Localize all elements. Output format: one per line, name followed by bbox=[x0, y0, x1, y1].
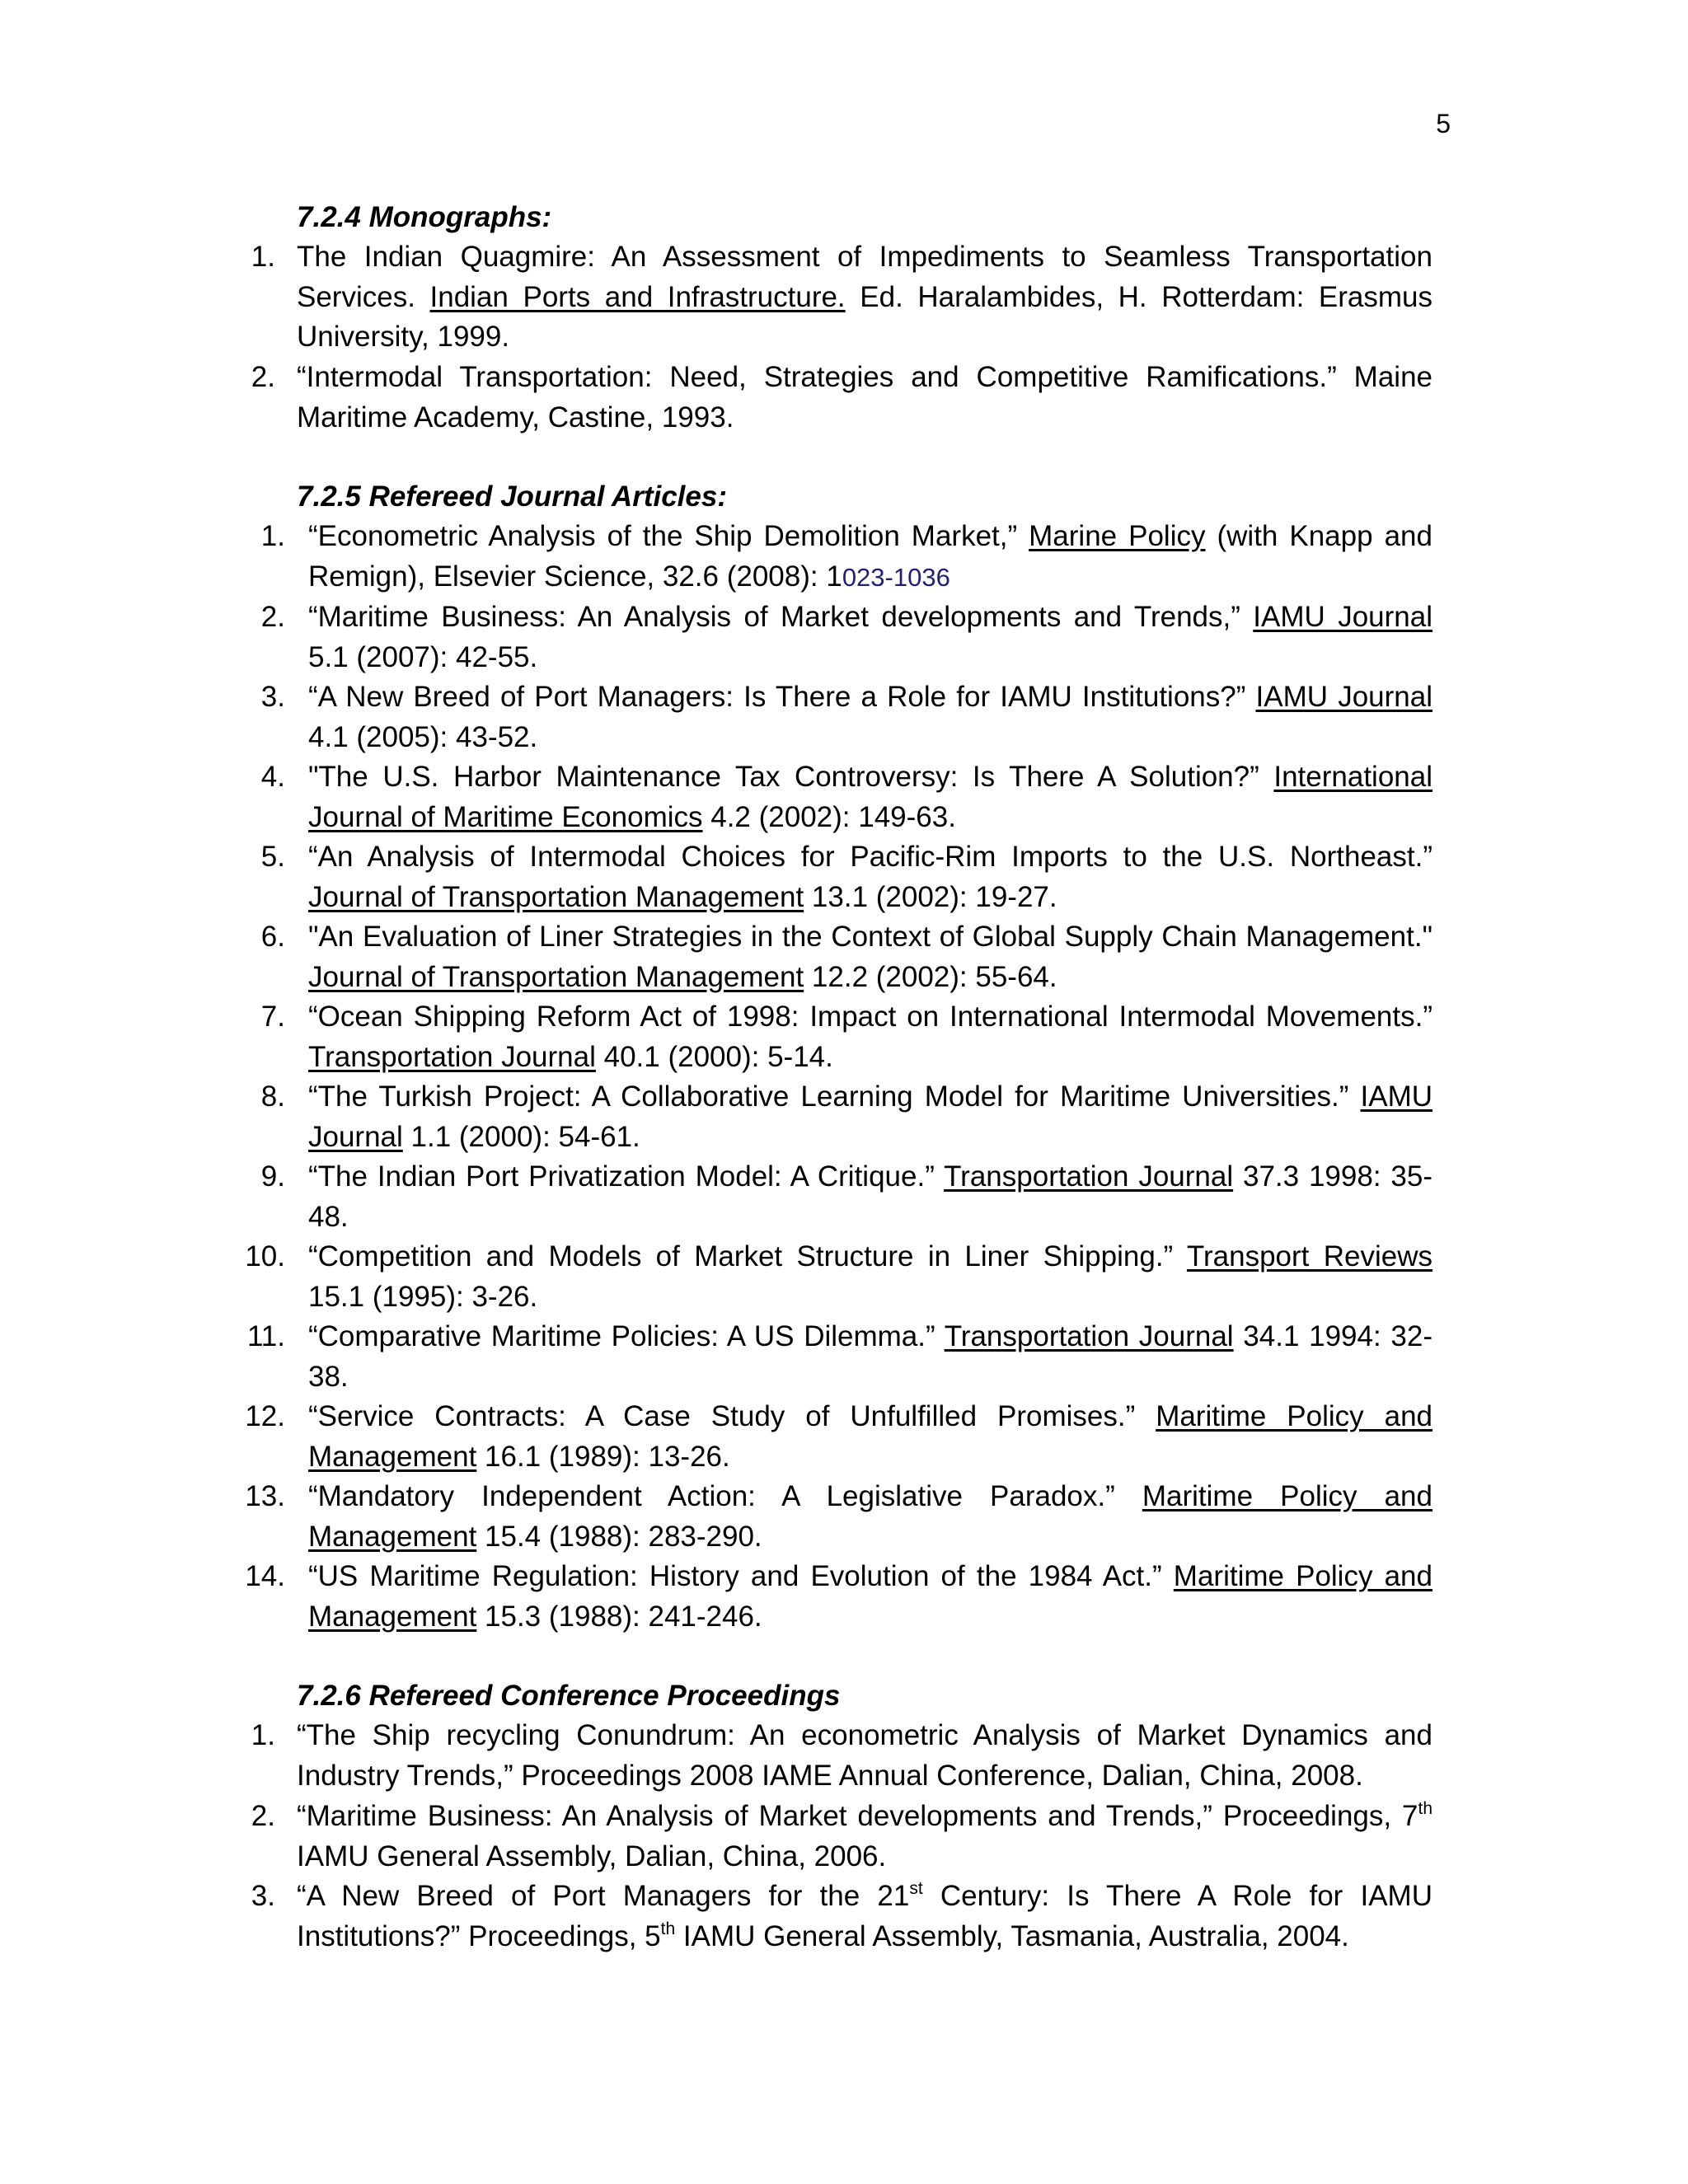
journal-title: Transportation Journal bbox=[944, 1320, 1234, 1352]
ordinal-suffix: th bbox=[660, 1919, 676, 1938]
item-number: 4. bbox=[260, 761, 285, 793]
citation-text: 15.4 (1988): 283-290. bbox=[476, 1520, 762, 1553]
item-text bbox=[308, 837, 1432, 917]
section-heading: 7.2.5 Refereed Journal Articles: bbox=[297, 480, 727, 513]
citation-text: “Mandatory Independent Action: A Legislative Paradox.” bbox=[308, 1480, 1142, 1512]
citation-text: 4.2 (2002): 149-63. bbox=[702, 800, 956, 833]
item-number: 2. bbox=[251, 1800, 275, 1832]
journal-title: Maritime Policy and Management bbox=[308, 1560, 1432, 1633]
citation-text: 12.2 (2002): 55-64. bbox=[804, 960, 1057, 993]
citation-text: “An Analysis of Intermodal Choices for Pacific-Rim Imports to the U.S. Northeast.” bbox=[308, 841, 1432, 873]
journal-title: Transportation Journal bbox=[944, 1160, 1234, 1193]
item-text bbox=[297, 237, 1432, 358]
item-number: 10. bbox=[245, 1240, 285, 1272]
item-text bbox=[308, 1397, 1432, 1477]
item-number: 12. bbox=[245, 1400, 285, 1432]
item-text bbox=[308, 1317, 1432, 1397]
item-number: 1. bbox=[251, 1719, 275, 1751]
citation-text: Century: Is There A Role for IAMU Institutions?” Proceedings, 5 bbox=[297, 1880, 1432, 1952]
citation-text: “Intermodal Transportation: Need, Strategies and Competitive Ramifications.” Maine Maritime Academy, Castine, 1993. bbox=[297, 361, 1432, 434]
item-number: 3. bbox=[251, 1880, 275, 1912]
ordinal-suffix: st bbox=[909, 1879, 923, 1898]
citation-text: “A New Breed of Port Managers for the 21 bbox=[297, 1880, 910, 1912]
item-text bbox=[308, 1477, 1432, 1557]
citation-text: "The U.S. Harbor Maintenance Tax Controversy: Is There A Solution?” bbox=[308, 761, 1274, 793]
item-number: 6. bbox=[260, 921, 285, 953]
citation-text: Ed. Haralambides, H. Rotterdam: Erasmus University, 1999. bbox=[297, 280, 1433, 354]
citation-text: “The Turkish Project: A Collaborative Learning Model for Maritime Universities.” bbox=[308, 1080, 1361, 1113]
item-text bbox=[297, 358, 1432, 438]
item-text bbox=[308, 517, 1432, 598]
citation-text: IAMU General Assembly, Dalian, China, 2006. bbox=[297, 1840, 887, 1872]
item-number: 13. bbox=[245, 1480, 285, 1512]
journal-title: Indian Ports and Infrastructure. bbox=[429, 280, 846, 313]
item-text bbox=[308, 1237, 1432, 1317]
item-text bbox=[308, 1077, 1432, 1157]
citation-text: 34.1 1994: 32-38. bbox=[308, 1320, 1432, 1393]
item-number: 5. bbox=[260, 841, 285, 873]
journal-title: International Journal of Maritime Economics bbox=[308, 761, 1432, 833]
citation-text: “Comparative Maritime Policies: A US Dilemma.” bbox=[308, 1320, 945, 1352]
citation-text: IAMU General Assembly, Tasmania, Australia, 2004. bbox=[675, 1919, 1349, 1952]
item-number: 14. bbox=[245, 1560, 285, 1592]
item-number: 3. bbox=[260, 681, 285, 713]
citation-text: “Econometric Analysis of the Ship Demolition Market,” bbox=[308, 520, 1029, 552]
journal-title: IAMU Journal bbox=[1255, 681, 1432, 713]
item-text bbox=[308, 1557, 1432, 1637]
item-text bbox=[297, 1797, 1432, 1877]
item-number: 2. bbox=[251, 361, 275, 393]
citation-text: 40.1 (2000): 5-14. bbox=[595, 1040, 833, 1073]
item-number: 1. bbox=[251, 241, 275, 273]
citation-text: 5.1 (2007): 42-55. bbox=[308, 640, 538, 673]
citation-text: 37.3 1998: 35-48. bbox=[308, 1160, 1433, 1233]
item-text bbox=[308, 757, 1432, 837]
journal-title: Transport Reviews bbox=[1186, 1240, 1432, 1272]
citation-text: 1.1 (2000): 54-61. bbox=[402, 1120, 640, 1153]
citation-text: 4.1 (2005): 43-52. bbox=[308, 720, 538, 753]
citation-text: “A New Breed of Port Managers: Is There a Role for IAMU Institutions?” bbox=[308, 681, 1256, 713]
item-number: 11. bbox=[246, 1320, 285, 1352]
journal-title: Maritime Policy and Management bbox=[308, 1480, 1432, 1553]
item-number: 8. bbox=[260, 1080, 285, 1113]
item-text bbox=[308, 677, 1432, 757]
journal-title: Journal of Transportation Management bbox=[308, 880, 804, 913]
ordinal-suffix: th bbox=[1418, 1799, 1432, 1818]
item-text bbox=[308, 598, 1432, 677]
item-number: 2. bbox=[260, 601, 285, 633]
citation-text: “Maritime Business: An Analysis of Market developments and Trends,” bbox=[308, 601, 1254, 633]
citation-text: "An Evaluation of Liner Strategies in the Context of Global Supply Chain Management." bbox=[308, 921, 1432, 953]
journal-title: IAMU Journal bbox=[308, 1080, 1432, 1153]
citation-text: “The Ship recycling Conundrum: An econometric Analysis of Market Dynamics and Industry Trends,” Proceedings 2008 IAME Annual Conference, Dalian, China, 2008. bbox=[297, 1719, 1432, 1792]
citation-text: 13.1 (2002): 19-27. bbox=[804, 880, 1057, 913]
citation-text: “Ocean Shipping Reform Act of 1998: Impact on International Intermodal Movements.” bbox=[308, 1001, 1432, 1033]
journal-title: IAMU Journal bbox=[1253, 601, 1432, 633]
item-number: 9. bbox=[260, 1160, 285, 1193]
journal-title: Marine Policy bbox=[1029, 520, 1206, 552]
citation-text: (with Knapp and Remign), Elsevier Science, 32.6 (2008): 1 bbox=[308, 520, 1432, 593]
item-text bbox=[308, 997, 1432, 1077]
journal-title: Maritime Policy and Management bbox=[308, 1400, 1432, 1473]
citation-text: 15.3 (1988): 241-246. bbox=[476, 1600, 762, 1633]
citation-text: “US Maritime Regulation: History and Evolution of the 1984 Act.” bbox=[308, 1560, 1174, 1592]
item-number: 1. bbox=[260, 520, 285, 552]
item-number: 7. bbox=[260, 1001, 285, 1033]
section-heading: 7.2.4 Monographs: bbox=[297, 201, 552, 233]
citation-text: 16.1 (1989): 13-26. bbox=[476, 1440, 730, 1473]
item-text bbox=[297, 1716, 1432, 1796]
item-text bbox=[308, 917, 1432, 997]
page-range: 023-1036 bbox=[842, 562, 950, 592]
item-text bbox=[308, 1157, 1432, 1237]
citation-text: 15.1 (1995): 3-26. bbox=[308, 1280, 538, 1313]
citation-text: “The Indian Port Privatization Model: A Critique.” bbox=[308, 1160, 945, 1193]
section-heading: 7.2.6 Refereed Conference Proceedings bbox=[297, 1680, 841, 1712]
citation-text: “Service Contracts: A Case Study of Unfulfilled Promises.” bbox=[308, 1400, 1156, 1432]
item-text bbox=[297, 1877, 1432, 1957]
citation-text: “Competition and Models of Market Structure in Liner Shipping.” bbox=[308, 1240, 1187, 1272]
citation-text: “Maritime Business: An Analysis of Market developments and Trends,” Proceedings, 7 bbox=[297, 1800, 1418, 1832]
journal-title: Transportation Journal bbox=[308, 1040, 596, 1073]
journal-title: Journal of Transportation Management bbox=[308, 960, 804, 993]
citation-text: The Indian Quagmire: An Assessment of Impediments to Seamless Transportation Services. bbox=[297, 241, 1432, 313]
page-number: 5 bbox=[1436, 109, 1451, 138]
